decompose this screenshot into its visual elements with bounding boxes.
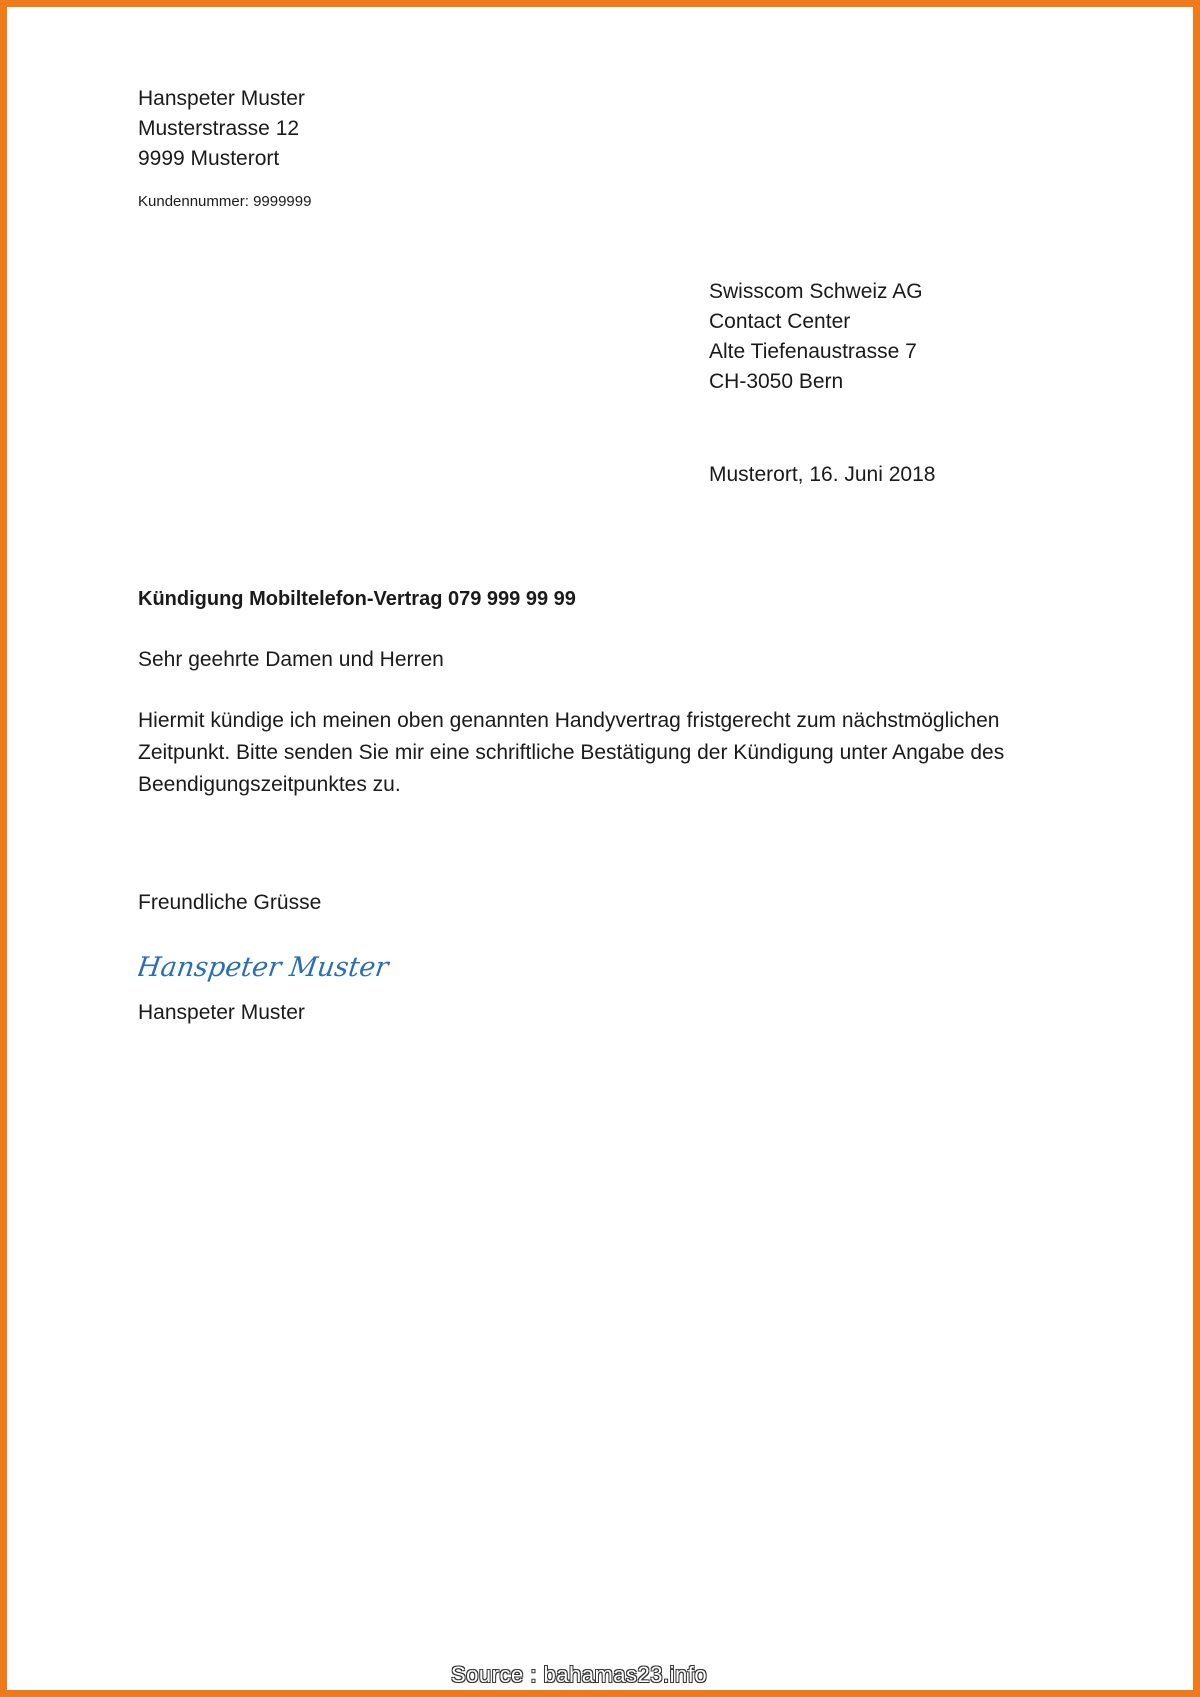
recipient-company: Swisscom Schweiz AG — [709, 280, 923, 303]
recipient-city: CH-3050 Bern — [709, 370, 844, 393]
signature-text: Hanspeter Muster — [138, 952, 391, 983]
printed-name: Hanspeter Muster — [138, 1001, 305, 1024]
date-line: Musterort, 16. Juni 2018 — [709, 463, 936, 486]
sender-address — [138, 84, 305, 174]
body-line: Hiermit kündige ich meinen oben genannten Handyvertrag fristgerecht zum nächstmöglichen — [138, 709, 1000, 732]
sender-city: 9999 Musterort — [138, 147, 280, 170]
sender-street: Musterstrasse 12 — [138, 117, 300, 140]
source-watermark: Source : bahamas23.info — [451, 1662, 708, 1687]
letter-subject: Kündigung Mobiltelefon-Vertrag 079 999 99 99 — [138, 588, 576, 610]
body-line: Zeitpunkt. Bitte senden Sie mir eine schriftliche Bestätigung der Kündigung unter Angabe des — [138, 741, 1005, 764]
sender-name: Hanspeter Muster — [138, 87, 305, 110]
handwritten-signature — [138, 948, 398, 993]
closing: Freundliche Grüsse — [138, 891, 322, 914]
recipient-street: Alte Tiefenaustrasse 7 — [709, 340, 917, 363]
signature-drawing — [138, 948, 398, 988]
body-line: Beendigungszeitpunktes zu. — [138, 773, 401, 796]
customer-number: Kundennummer: 9999999 — [138, 193, 312, 210]
salutation: Sehr geehrte Damen und Herren — [138, 648, 444, 671]
letter-body — [138, 705, 1098, 801]
recipient-address — [709, 277, 923, 397]
recipient-department: Contact Center — [709, 310, 851, 333]
